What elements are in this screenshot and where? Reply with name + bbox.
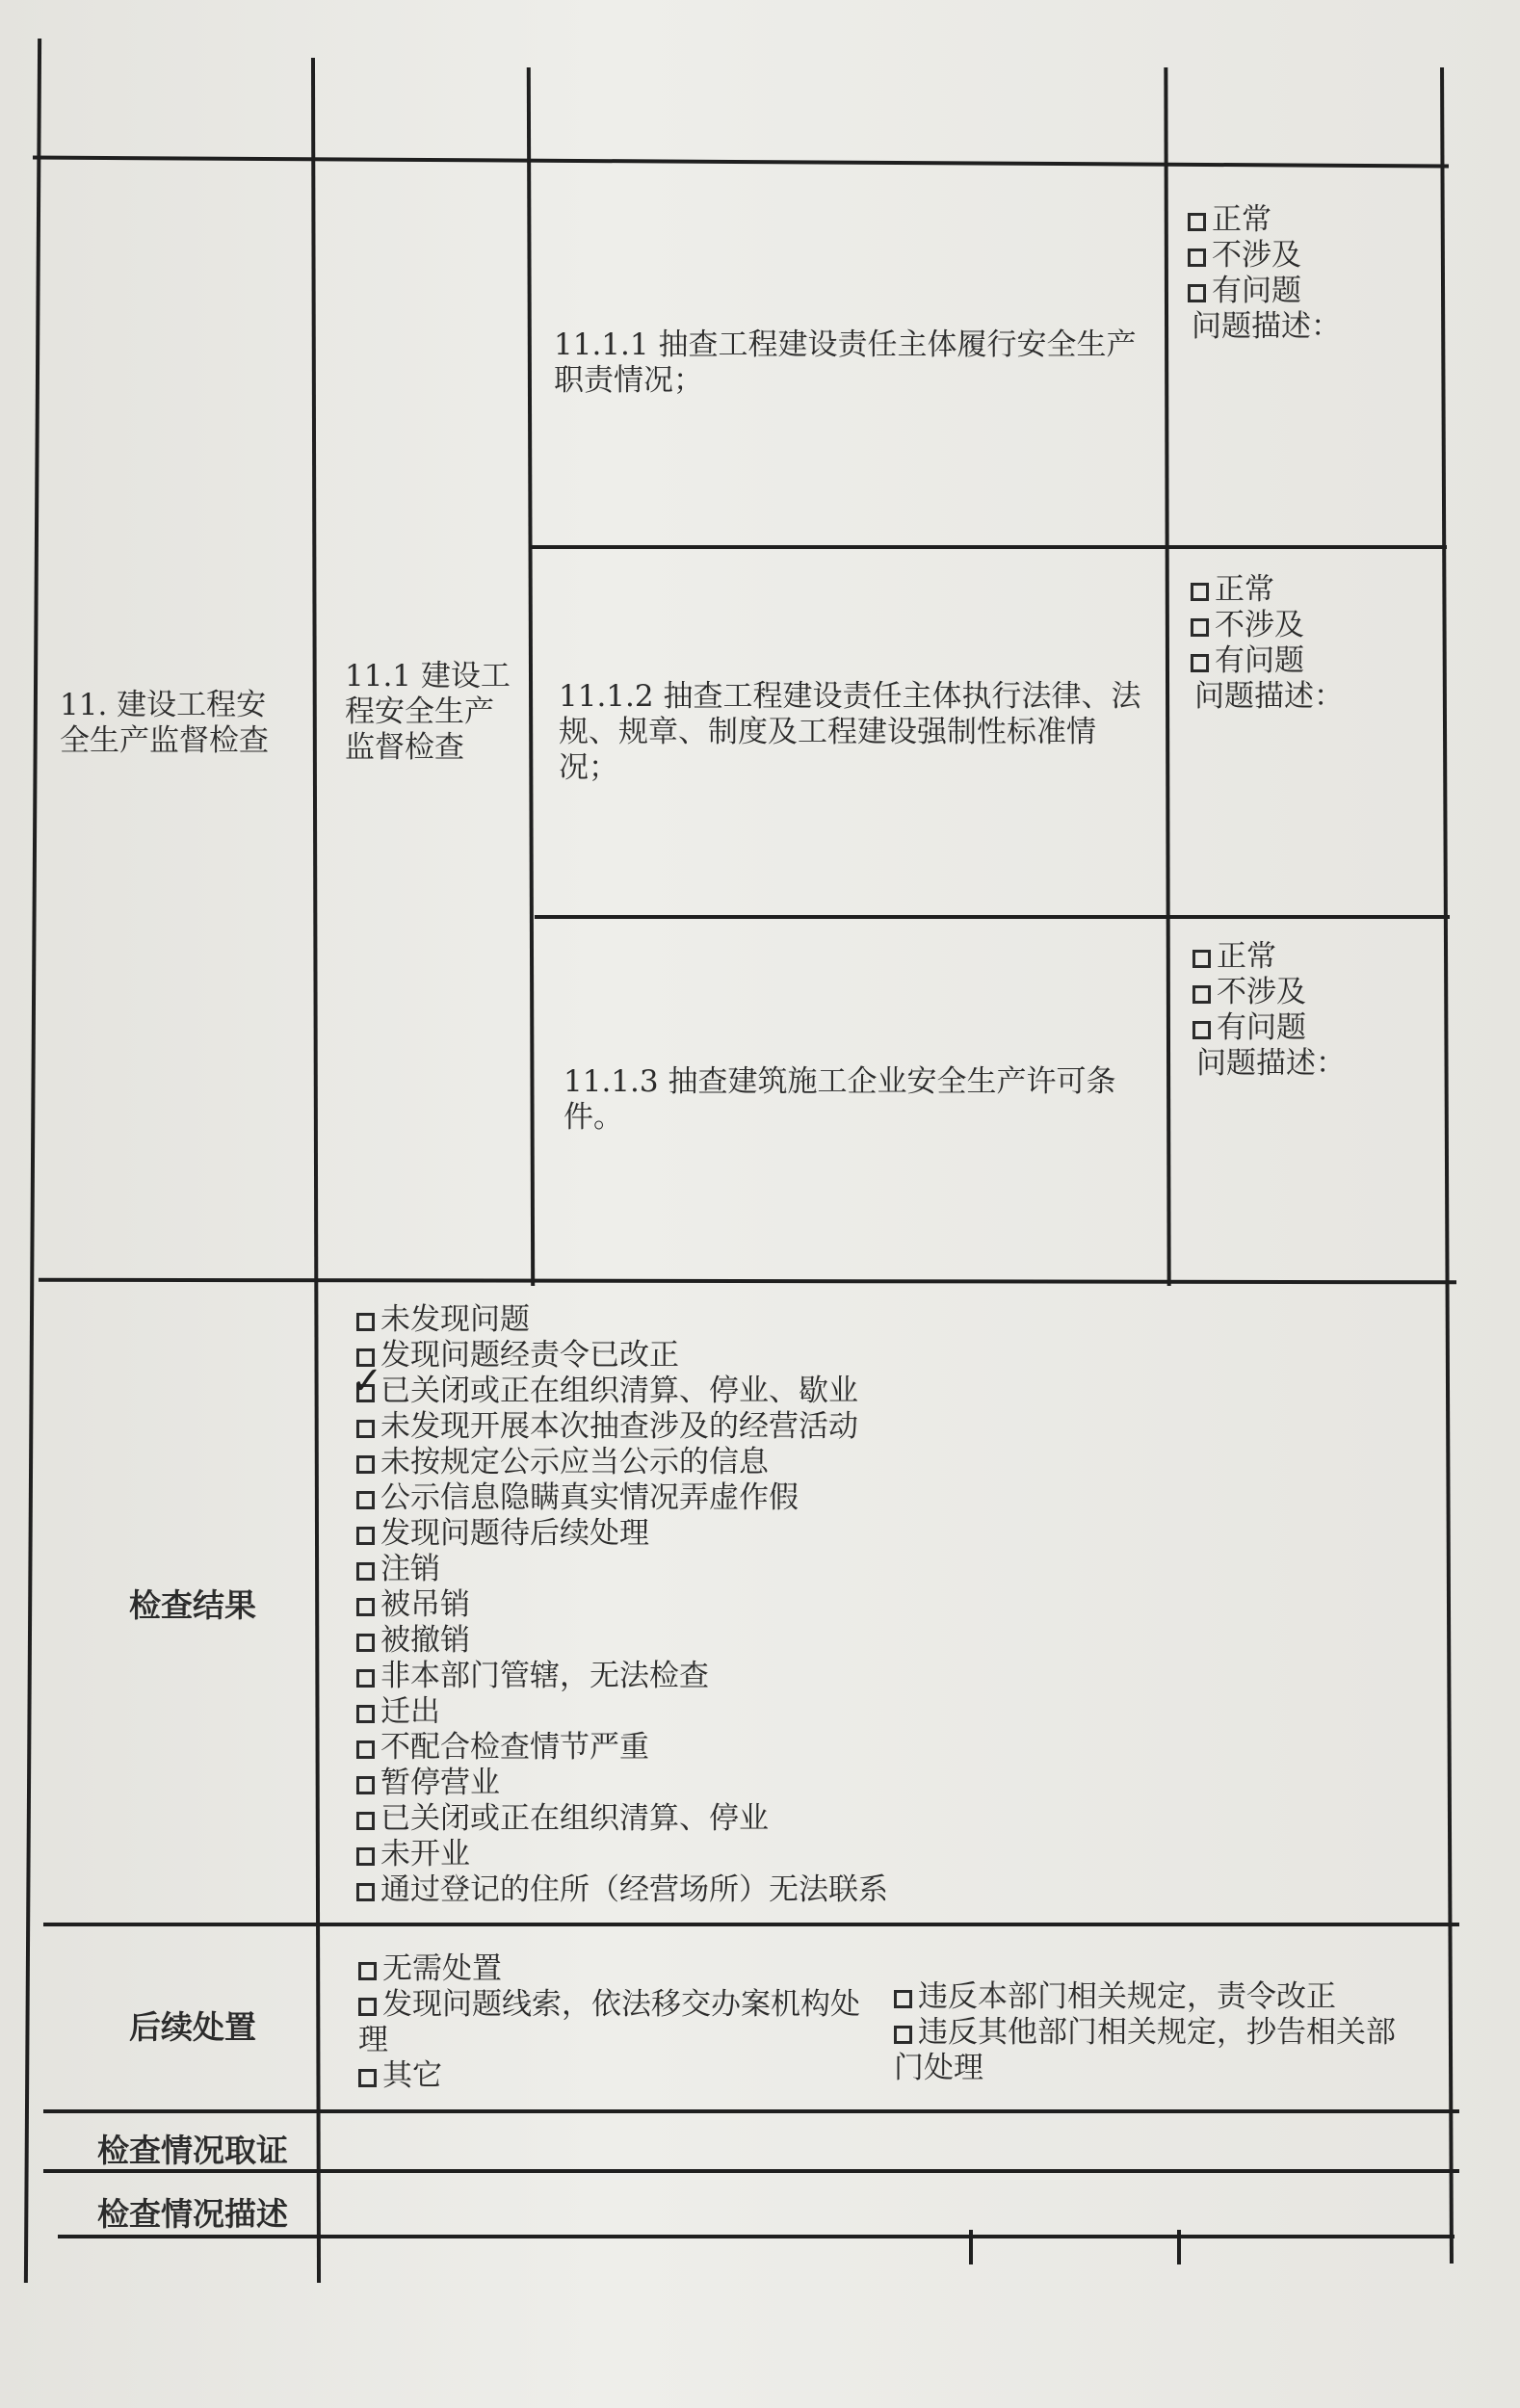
result-option-label: 注销 [380, 1552, 440, 1586]
problem-description-label: 问题描述： [1194, 679, 1344, 714]
followup-option-other[interactable]: 其它 [358, 2058, 878, 2094]
status-normal[interactable]: 正常 [1191, 572, 1431, 608]
result-option-label: 发现问题待后续处理 [380, 1516, 649, 1551]
status-problem[interactable]: 有问题 [1192, 1010, 1433, 1046]
result-option-label: 已关闭或正在组织清算、停业 [380, 1801, 769, 1836]
problem-description-label: 问题描述： [1196, 1046, 1346, 1081]
checkbox-icon [894, 1990, 912, 2008]
result-option[interactable] [356, 1730, 1416, 1766]
result-option-label: 被吊销 [380, 1587, 470, 1622]
checkbox-icon [1192, 950, 1211, 968]
checkbox-icon [1191, 654, 1209, 672]
result-option[interactable] [356, 1552, 1416, 1587]
result-options [351, 1302, 1416, 1908]
description-label: 检查情况描述 [97, 2195, 288, 2233]
top-border [33, 156, 1449, 169]
result-option-label: 未开业 [380, 1837, 470, 1871]
checkbox-icon [356, 1776, 375, 1794]
result-option-label: 暂停营业 [380, 1766, 500, 1800]
section-bottom [39, 1278, 1456, 1285]
col2-divider [527, 67, 535, 1286]
evidence-bottom [43, 2169, 1459, 2173]
checkbox-icon [356, 1562, 375, 1581]
result-option[interactable] [356, 1694, 1416, 1730]
result-option-label: 通过登记的住所（经营场所）无法联系 [380, 1872, 888, 1907]
evidence-field[interactable] [339, 2115, 1445, 2167]
result-option[interactable] [356, 1766, 1416, 1801]
result-option[interactable] [351, 1359, 1416, 1409]
left-border [24, 39, 41, 2283]
result-option[interactable] [356, 1445, 1416, 1480]
checkbox-icon [894, 2026, 912, 2044]
checkbox-icon [358, 2069, 377, 2087]
followup-option-correct[interactable]: 违反本部门相关规定，责令改正 [894, 1979, 1414, 2015]
item-3-text: 11.1.3 抽查建筑施工企业安全生产许可条件。 [563, 1064, 1116, 1135]
result-option-label: 未按规定公示应当公示的信息 [380, 1445, 769, 1479]
checkbox-icon [1188, 213, 1206, 231]
checkbox-icon [356, 1705, 375, 1723]
table-bottom [58, 2235, 1454, 2238]
col1-divider [311, 58, 321, 2283]
checkbox-icon [1188, 249, 1206, 267]
checkbox-icon [1191, 618, 1209, 637]
result-option-label: 未发现问题 [380, 1302, 530, 1337]
result-option[interactable] [356, 1872, 1416, 1908]
checkbox-icon [1192, 1021, 1211, 1039]
followup-right [894, 1979, 1414, 2086]
followup-option-notify[interactable]: 违反其他部门相关规定，抄告相关部门处理 [894, 2015, 1396, 2085]
bottom-stub [969, 2230, 973, 2264]
section-title: 11. 建设工程安全生产监督检查 [60, 688, 269, 758]
result-option-label: 发现问题经责令已改正 [380, 1338, 679, 1373]
checkbox-icon [1192, 985, 1211, 1004]
item-2-text: 11.1.2 抽查工程建设责任主体执行法律、法规、规章、制度及工程建设强制性标准情况； [559, 679, 1141, 785]
description-field[interactable] [339, 2175, 1445, 2233]
sub-section-title: 11.1 建设工程安全生产监督检查 [345, 659, 511, 765]
checkbox-icon [356, 1527, 375, 1545]
checkbox-icon [358, 1962, 377, 1980]
result-bottom [43, 1923, 1459, 1926]
status-na[interactable]: 不涉及 [1192, 975, 1433, 1010]
status-normal[interactable]: 正常 [1192, 939, 1433, 975]
result-option-label: 未发现开展本次抽查涉及的经营活动 [380, 1409, 858, 1444]
result-option-label: 迁出 [380, 1694, 440, 1729]
status-na[interactable]: 不涉及 [1191, 608, 1431, 643]
checkbox-icon [1191, 583, 1209, 601]
followup-option-none[interactable]: 无需处置 [358, 1951, 878, 1987]
right-border [1440, 67, 1454, 2264]
result-option[interactable] [356, 1837, 1416, 1872]
checkbox-icon [356, 1883, 375, 1901]
checkbox-icon [358, 1998, 377, 2016]
checkmark-icon: ✓ [351, 1359, 383, 1403]
checkbox-icon [356, 1491, 375, 1509]
result-option-label: 非本部门管辖，无法检查 [380, 1659, 709, 1693]
item-1-text: 11.1.1 抽查工程建设责任主体履行安全生产职责情况； [554, 327, 1137, 398]
status-normal[interactable]: 正常 [1188, 202, 1428, 238]
result-option-label: 被撤销 [380, 1623, 470, 1658]
result-option-label: 已关闭或正在组织清算、停业、歇业 [380, 1374, 858, 1408]
result-option[interactable] [356, 1516, 1416, 1552]
item-2-status [1191, 572, 1431, 715]
checkbox-icon [356, 1741, 375, 1759]
result-label: 检查结果 [129, 1586, 256, 1624]
result-option[interactable] [356, 1409, 1416, 1445]
followup-bottom [43, 2109, 1459, 2113]
problem-description-label: 问题描述： [1192, 309, 1341, 344]
followup-option-transfer[interactable]: 发现问题线索，依法移交办案机构处理 [358, 1987, 860, 2057]
result-option[interactable] [356, 1659, 1416, 1694]
result-option[interactable] [356, 1338, 1416, 1374]
item-1-status [1188, 202, 1428, 345]
checkbox-icon [356, 1634, 375, 1652]
evidence-label: 检查情况取证 [97, 2132, 288, 2169]
followup-label: 后续处置 [129, 2008, 256, 2046]
status-problem[interactable]: 有问题 [1191, 643, 1431, 679]
result-option[interactable] [356, 1623, 1416, 1659]
bottom-stub [1177, 2230, 1181, 2264]
result-option[interactable] [356, 1801, 1416, 1837]
item-3-status [1192, 939, 1433, 1082]
result-option-label: 不配合检查情节严重 [380, 1730, 649, 1765]
row2-divider [535, 915, 1450, 919]
checkbox-icon [356, 1812, 375, 1830]
checkbox-icon [356, 1455, 375, 1474]
result-option[interactable] [356, 1302, 1416, 1338]
status-problem[interactable]: 有问题 [1188, 274, 1428, 309]
checkbox-icon [1188, 284, 1206, 302]
checkbox-icon [356, 1598, 375, 1616]
result-option[interactable] [356, 1587, 1416, 1623]
result-option-label: 公示信息隐瞒真实情况弄虚作假 [380, 1480, 799, 1515]
followup-left [358, 1951, 878, 2094]
status-na[interactable]: 不涉及 [1188, 238, 1428, 274]
checkbox-icon [356, 1669, 375, 1688]
checkbox-icon [356, 1420, 375, 1438]
row1-divider [532, 545, 1447, 549]
col3-divider [1164, 67, 1170, 1286]
checkbox-icon [356, 1847, 375, 1866]
result-option[interactable] [356, 1480, 1416, 1516]
checkbox-icon [356, 1313, 375, 1331]
